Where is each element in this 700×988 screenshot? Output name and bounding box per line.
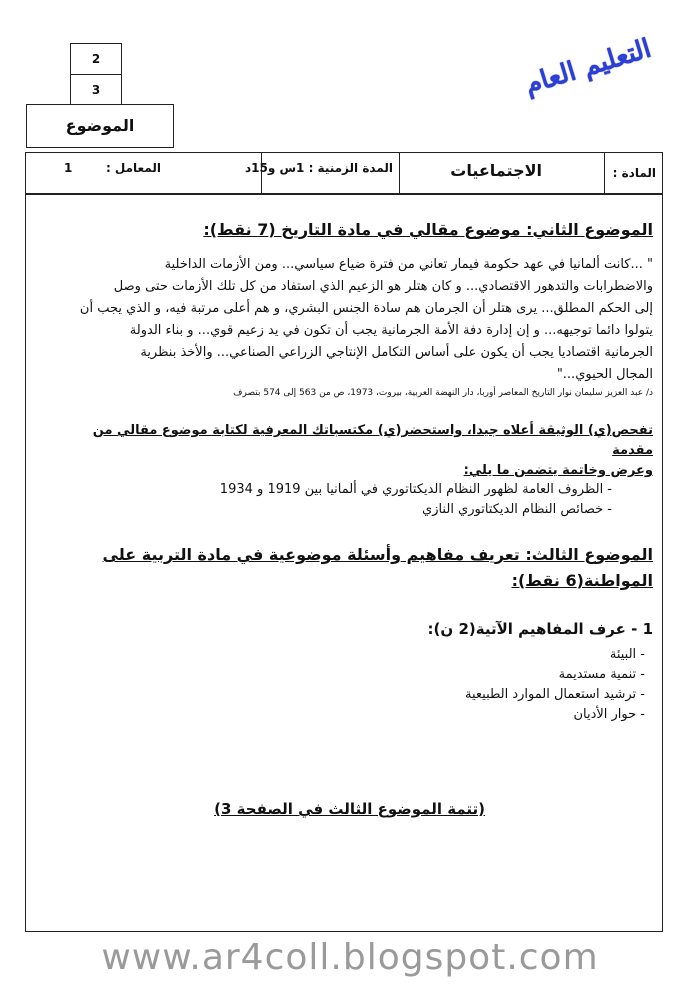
duration-text: المدة الزمنية : 1س و15د xyxy=(244,161,393,175)
quote-source: د/ عبد العزيز سليمان نوار التاريخ المعاصر أوربا، دار النهضة العربية، بيروت، 1973، ص من 563 إلى 574 بتصرف xyxy=(233,388,653,398)
quote-line: المجال الحيوي..." xyxy=(556,367,653,382)
quote-line: إلى الحكم المطلق... يرى هتلر أن الجرمان هم سادة الجنس البشري، و هم أعلى مرتبة فيه، و الذي يجب أن xyxy=(79,301,653,316)
coefficient-value: 1 xyxy=(64,161,73,175)
section3-title-line: المواطنة(6 نقط): xyxy=(511,571,653,590)
concept-item: - تنمية مستديمة xyxy=(558,667,645,682)
section2-title: الموضوع الثاني: موضوع مقالي في مادة التاريخ (7 نقط): xyxy=(203,220,653,239)
stamp-general-education xyxy=(521,33,655,110)
concept-item: - حوار الأديان xyxy=(573,707,645,722)
info-row xyxy=(25,152,663,194)
task-line: تفحص(ي) الوثيقة أعلاه جيدا، واستحضر(ي) مكتسباتك المعرفية لكتابة موضوع مقالي من مقدمة xyxy=(92,423,653,458)
subject-label: المادة : xyxy=(612,166,656,180)
question1-title: 1 - عرف المفاهيم الآتية(2 ن): xyxy=(427,620,653,638)
section3-title xyxy=(61,542,653,594)
section2-bullet: - خصائص النظام الديكتاتوري النازي xyxy=(422,502,612,517)
page-number-2: 2 xyxy=(91,52,101,66)
page-number-box xyxy=(70,43,122,105)
continuation-note: (تتمة الموضوع الثالث في الصفحة 3) xyxy=(214,800,485,818)
coefficient-cell xyxy=(26,153,261,193)
subject-value: الاجتماعيات xyxy=(450,161,542,180)
subject-label-cell xyxy=(604,153,662,193)
section3-title-line: الموضوع الثالث: تعريف مفاهيم وأسئلة موضوعية في مادة التربية على xyxy=(102,545,653,564)
quote-line: " ...كانت ألمانيا في عهد حكومة فيمار تعاني من فترة ضياع سياسي... ومن الأزمات الداخلية xyxy=(164,257,653,272)
quote-line: الجرمانية اقتصاديا يجب أن يكون على أساس التكامل الإنتاجي الزراعي الصناعي... والأخذ بنظرية xyxy=(140,345,653,360)
section2-bullet: - الظروف العامة لظهور النظام الديكتاتوري في ألمانيا بين 1919 و 1934 xyxy=(219,482,612,497)
quote-line: يتولوا دائما توجيهه... و إن إدارة دفة الأمة الجرمانية يجب أن تكون في يد زعيم قوي... و بناء الدولة xyxy=(129,323,653,338)
duration-cell xyxy=(244,153,399,193)
concept-item: - البيئة xyxy=(609,647,645,662)
page-number-3: 3 xyxy=(71,74,121,105)
task-line: وعرض وخاتمة يتضمن ما يلي: xyxy=(463,463,653,478)
subject-box: الموضوع xyxy=(26,104,174,148)
section2-quote xyxy=(61,254,653,386)
subject-value-cell xyxy=(399,153,604,193)
concept-item: - ترشيد استعمال الموارد الطبيعية xyxy=(464,687,645,702)
stamp-text: التعليم العام xyxy=(521,33,655,101)
quote-line: والاضطرابات والتدهور الاقتصادي... و كان هتلر هو الزعيم الذي استفاد من كل تلك الأزمات حتى وصل xyxy=(113,279,653,294)
section2-task xyxy=(61,421,653,481)
coefficient-label: المعامل : xyxy=(105,161,161,175)
watermark-url: www.ar4coll.blogspot.com xyxy=(101,937,599,978)
